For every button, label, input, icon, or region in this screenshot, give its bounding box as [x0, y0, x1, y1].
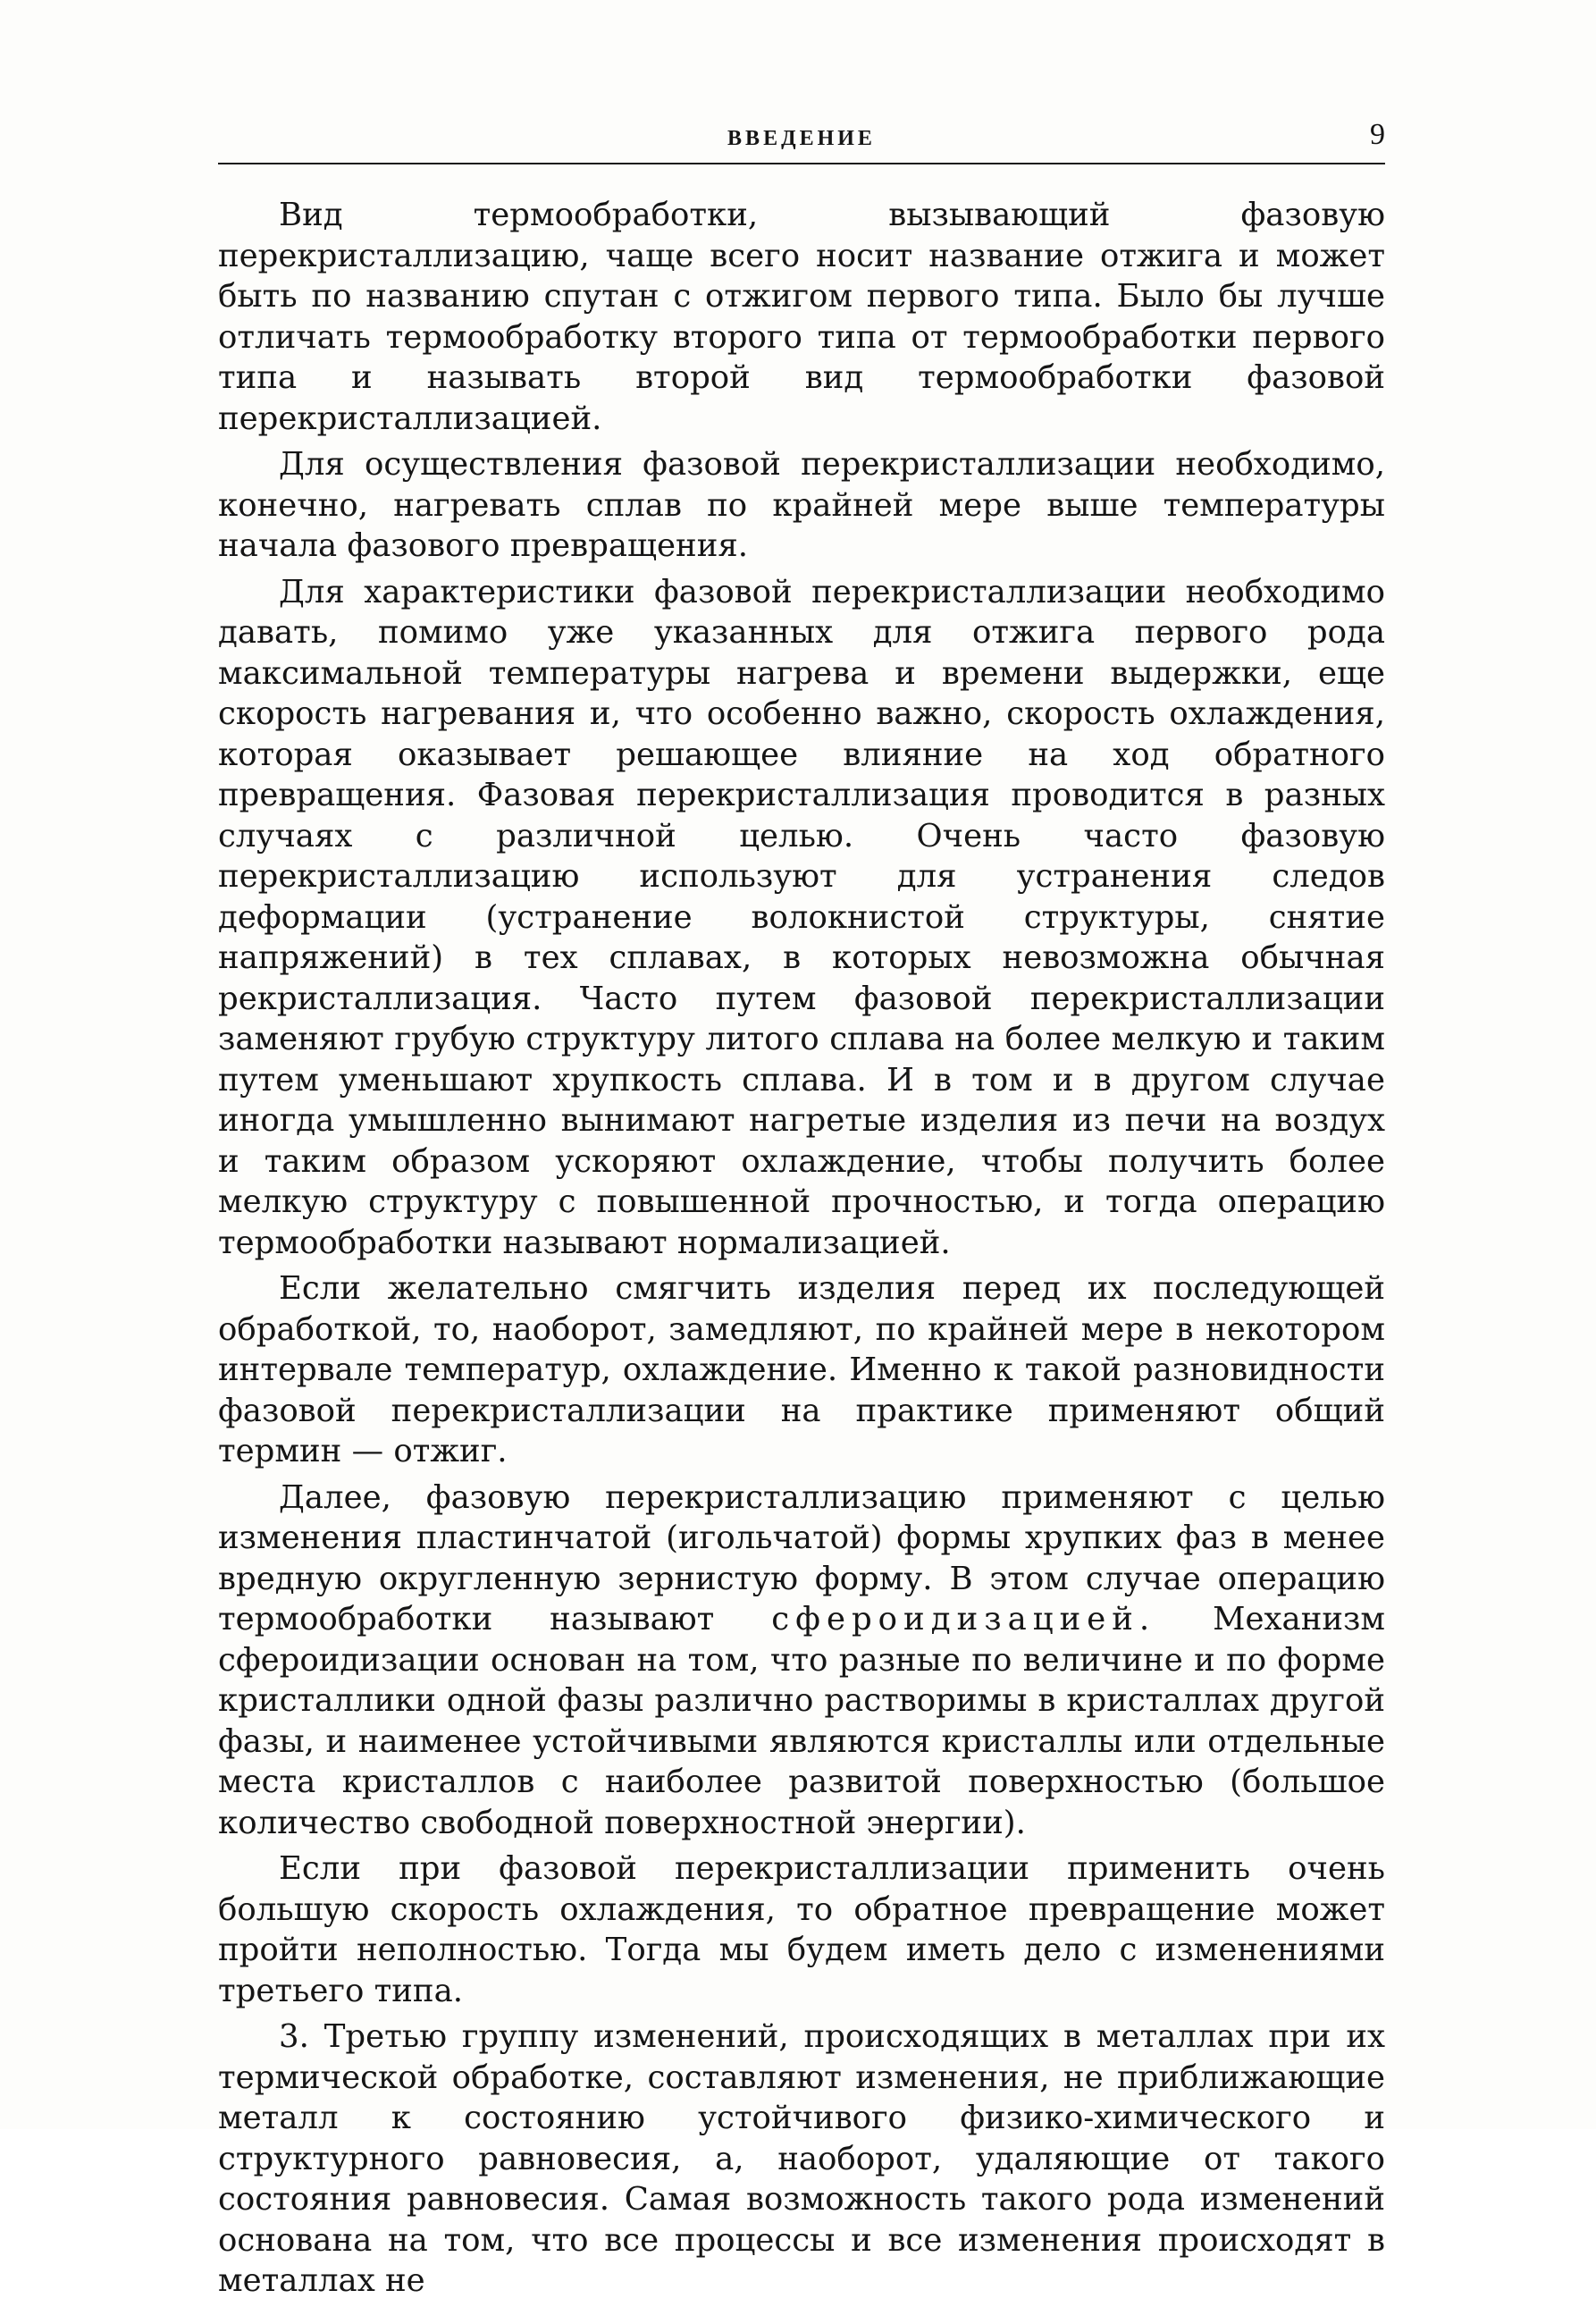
paragraph: Для характеристики фазовой перекристаллизации необходимо давать, помимо уже указанных для отжига первого рода максимальной температуры нагрева и времени выдержки, еще скорость нагревания и, что особенно важно, скорость охлаждения, которая оказывает решающее влияние на ход обратного превращения. Фазовая перекристаллизация проводится в разных случаях с различной целью. Очень часто фазовую перекристаллизацию используют для устранения следов деформации (устранение волокнистой структуры, снятие напряжений) в тех сплавах, в которых невозможна обычная рекристаллизация. Часто путем фазовой перекристаллизации заменяют грубую структуру литого сплава на более мелкую и таким путем уменьшают хрупкость сплава. И в том и в другом случае иногда умышленно вынимают нагретые изделия из печи на воздух и таким образом ускоряют охлаждение, чтобы получить более мелкую структуру с повышенной прочностью, и тогда операцию термообработки называют нормализацией.	[218, 573, 1385, 1261]
paragraph: Вид термообработки, вызывающий фазовую перекристаллизацию, чаще всего носит название отжига и может быть по названию спутан с отжигом первого типа. Было бы лучше отличать термообработку второго типа от термообработки первого типа и называть второй вид термообработки фазовой перекристаллизацией.	[218, 197, 1385, 437]
body-text	[218, 195, 1385, 2307]
running-head: ВВЕДЕНИЕ	[727, 127, 876, 150]
paragraph: Для осуществления фазовой перекристаллизации необходимо, конечно, нагревать сплав по крайней мере выше температуры начала фазового превращения.	[218, 446, 1385, 564]
paragraph: Если при фазовой перекристаллизации применить очень большую скорость охлаждения, то обратное превращение может пройти неполностью. Тогда мы будем иметь дело с изменениями третьего типа.	[218, 1850, 1385, 2009]
paragraph-text: Механизм сфероидизации основан на том, что разные по величине и по форме кристаллики одной фазы различно растворимы в кристаллах другой фазы, и наименее устойчивыми являются кристаллы или отдельные места кристаллов с наиболее развитой поверхностью (большое количество свободной поверхностной энергии).	[218, 1601, 1386, 1841]
paragraph: 3. Третью группу изменений, происходящих в металлах при их термической обработке, составляют изменения, не приближающие металл к состоянию устойчивого физико-химического и структурного равновесия, а, наоборот, удаляющие от такого состояния равновесия. Самая возможность такого рода изменений основана на том, что все процессы и все изменения происходят в металлах не	[218, 2018, 1385, 2299]
page-header	[218, 118, 1385, 164]
paragraph: Если желательно смягчить изделия перед их последующей обработкой, то, наоборот, замедляют, по крайней мере в некотором интервале температур, охлаждение. Именно к такой разновидности фазовой перекристаллизации на практике применяют общий термин — отжиг.	[218, 1270, 1385, 1469]
emphasized-term: сфероидизацией.	[771, 1601, 1156, 1638]
paragraph	[218, 1478, 1385, 1844]
page-number: 9	[1370, 118, 1385, 151]
paragraph-text: Далее, фазовую перекристаллизацию применяют с целью изменения пластинчатой (игольчатой) формы хрупких фаз в менее вредную округленную зернистую форму. В этом случае операцию термообработки называют	[218, 1478, 1385, 1638]
